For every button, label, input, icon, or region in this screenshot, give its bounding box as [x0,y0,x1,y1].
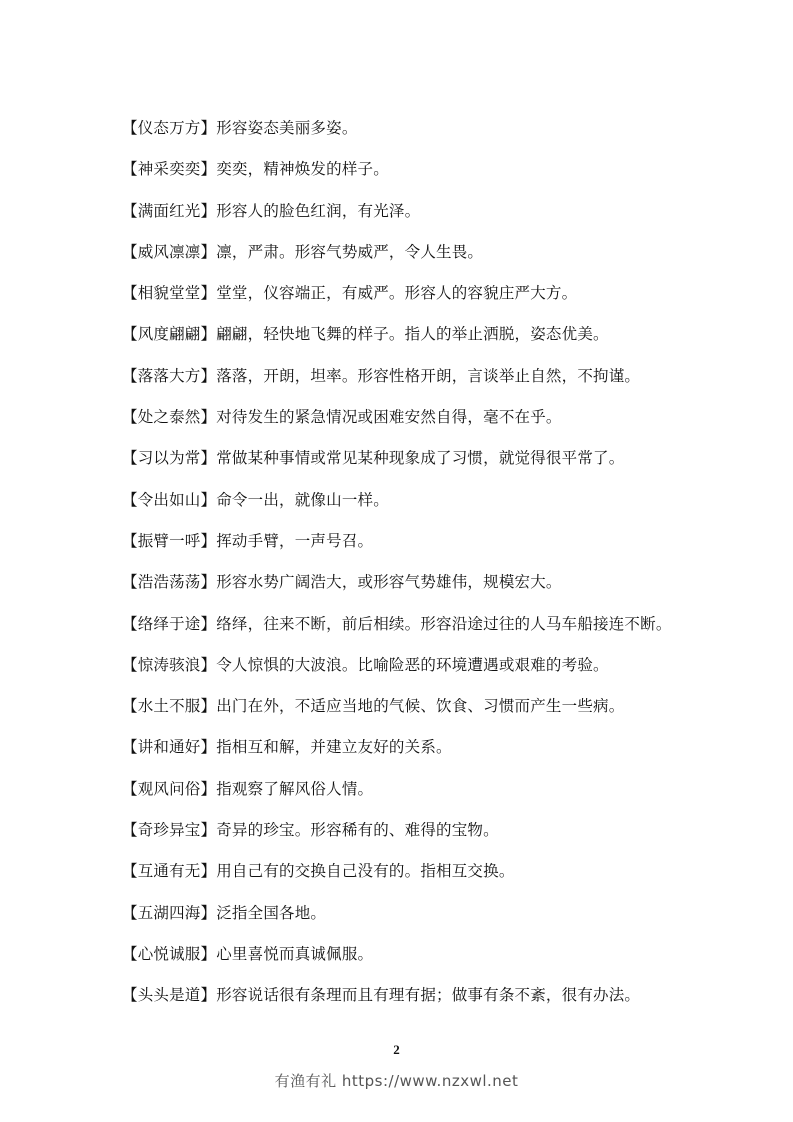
idiom-definition: 对待发生的紧急情况或困难安然自得，毫不在乎。 [216,408,562,427]
idiom-entry [122,155,742,196]
idiom-term: 奇珍异宝 [137,821,201,840]
idiom-definition: 凛，严肃。形容气势威严，令人生畏。 [216,242,484,261]
close-bracket: 】 [200,697,217,716]
idiom-entry [122,857,742,898]
idiom-term: 水土不服 [137,697,201,716]
idiom-term: 浩浩荡荡 [137,573,201,592]
open-bracket: 【 [122,614,138,633]
open-bracket: 【 [122,449,138,468]
open-bracket: 【 [122,366,138,385]
close-bracket: 】 [200,408,217,427]
idiom-entry [122,940,742,981]
idiom-definition: 络绎，往来不断，前后相续。形容沿途过往的人马车船接连不断。 [216,614,672,633]
idiom-definition: 奇异的珍宝。形容稀有的、难得的宝物。 [216,821,499,840]
close-bracket: 】 [200,614,217,633]
open-bracket: 【 [122,655,138,674]
open-bracket: 【 [122,573,138,592]
idiom-term: 风度翩翩 [137,325,201,344]
open-bracket: 【 [122,408,138,427]
idiom-definition: 形容人的脸色红润，有光泽。 [216,201,421,220]
idiom-definition: 指相互和解，并建立友好的关系。 [216,738,452,757]
close-bracket: 】 [200,573,217,592]
idiom-definition: 泛指全国各地。 [216,903,327,922]
idiom-list [122,114,742,1023]
idiom-definition: 形容姿态美丽多姿。 [216,119,358,137]
open-bracket: 【 [122,986,138,1005]
idiom-entry [122,320,742,361]
close-bracket: 】 [200,242,217,261]
idiom-term: 处之泰然 [137,408,201,427]
close-bracket: 】 [200,490,217,509]
idiom-term: 心悦诚服 [137,944,201,963]
close-bracket: 】 [200,986,217,1005]
close-bracket: 】 [200,366,217,385]
open-bracket: 【 [122,284,138,303]
idiom-definition: 奕奕，精神焕发的样子。 [216,160,389,179]
idiom-entry [122,692,742,733]
idiom-entry [122,527,742,568]
close-bracket: 】 [200,862,217,881]
idiom-term: 习以为常 [137,449,201,468]
close-bracket: 】 [200,779,217,798]
idiom-entry [122,733,742,774]
idiom-entry [122,362,742,403]
idiom-term: 讲和通好 [137,738,201,757]
idiom-definition: 指观察了解风俗人情。 [216,779,374,798]
close-bracket: 】 [200,531,217,550]
idiom-definition: 用自己有的交换自己没有的。指相互交换。 [216,862,515,881]
idiom-definition: 心里喜悦而真诚佩服。 [216,944,374,963]
idiom-term: 络绎于途 [137,614,201,633]
close-bracket: 】 [200,449,217,468]
page-number: 2 [393,1042,400,1057]
close-bracket: 】 [200,325,217,344]
idiom-term: 神采奕奕 [137,160,201,179]
idiom-entry [122,610,742,651]
idiom-term: 振臂一呼 [137,531,201,550]
open-bracket: 【 [122,697,138,716]
open-bracket: 【 [122,903,138,922]
close-bracket: 】 [200,284,217,303]
idiom-entry [122,899,742,940]
close-bracket: 】 [200,903,217,922]
idiom-term: 互通有无 [137,862,201,881]
idiom-entry [122,651,742,692]
open-bracket: 【 [122,862,138,881]
open-bracket: 【 [122,119,138,137]
idiom-entry [122,403,742,444]
idiom-term: 落落大方 [137,366,201,385]
idiom-term: 威风凛凛 [137,242,201,261]
idiom-definition: 挥动手臂，一声号召。 [216,531,374,550]
idiom-term: 观风问俗 [137,779,201,798]
open-bracket: 【 [122,738,138,757]
close-bracket: 】 [200,201,217,220]
idiom-entry [122,816,742,857]
idiom-entry [122,197,742,238]
open-bracket: 【 [122,160,138,179]
open-bracket: 【 [122,531,138,550]
idiom-entry [122,568,742,609]
watermark-text: 有渔有礼 https://www.nzxwl.net [274,1072,519,1090]
idiom-entry [122,981,742,1022]
idiom-entry [122,444,742,485]
idiom-term: 令出如山 [137,490,201,509]
idiom-term: 头头是道 [137,986,201,1005]
idiom-definition: 形容水势广阔浩大，或形容气势雄伟，规模宏大。 [216,573,562,592]
close-bracket: 】 [200,655,217,674]
close-bracket: 】 [200,944,217,963]
idiom-entry [122,238,742,279]
idiom-entry [122,486,742,527]
idiom-definition: 出门在外，不适应当地的气候、饮食、习惯而产生一些病。 [216,697,625,716]
idiom-definition: 堂堂，仪容端正，有威严。形容人的容貌庄严大方。 [216,284,578,303]
open-bracket: 【 [122,779,138,798]
idiom-entry [122,279,742,320]
open-bracket: 【 [122,201,138,220]
idiom-definition: 翩翩，轻快地飞舞的样子。指人的举止洒脱，姿态优美。 [216,325,609,344]
open-bracket: 【 [122,242,138,261]
idiom-term: 五湖四海 [137,903,201,922]
open-bracket: 【 [122,325,138,344]
open-bracket: 【 [122,490,138,509]
idiom-entry [122,114,742,155]
idiom-term: 惊涛骇浪 [137,655,201,674]
idiom-definition: 令人惊惧的大波浪。比喻险恶的环境遭遇或艰难的考验。 [216,655,609,674]
open-bracket: 【 [122,821,138,840]
idiom-definition: 形容说话很有条理而且有理有据；做事有条不紊，很有办法。 [216,986,641,1005]
close-bracket: 】 [200,160,217,179]
open-bracket: 【 [122,944,138,963]
close-bracket: 】 [200,821,217,840]
idiom-term: 仪态万方 [137,119,201,137]
close-bracket: 】 [200,119,217,137]
idiom-term: 满面红光 [137,201,201,220]
idiom-definition: 常做某种事情或常见某种现象成了习惯，就觉得很平常了。 [216,449,625,468]
idiom-term: 相貌堂堂 [137,284,201,303]
close-bracket: 】 [200,738,217,757]
idiom-definition: 命令一出，就像山一样。 [216,490,389,509]
idiom-entry [122,775,742,816]
idiom-definition: 落落，开朗，坦率。形容性格开朗，言谈举止自然，不拘谨。 [216,366,641,385]
